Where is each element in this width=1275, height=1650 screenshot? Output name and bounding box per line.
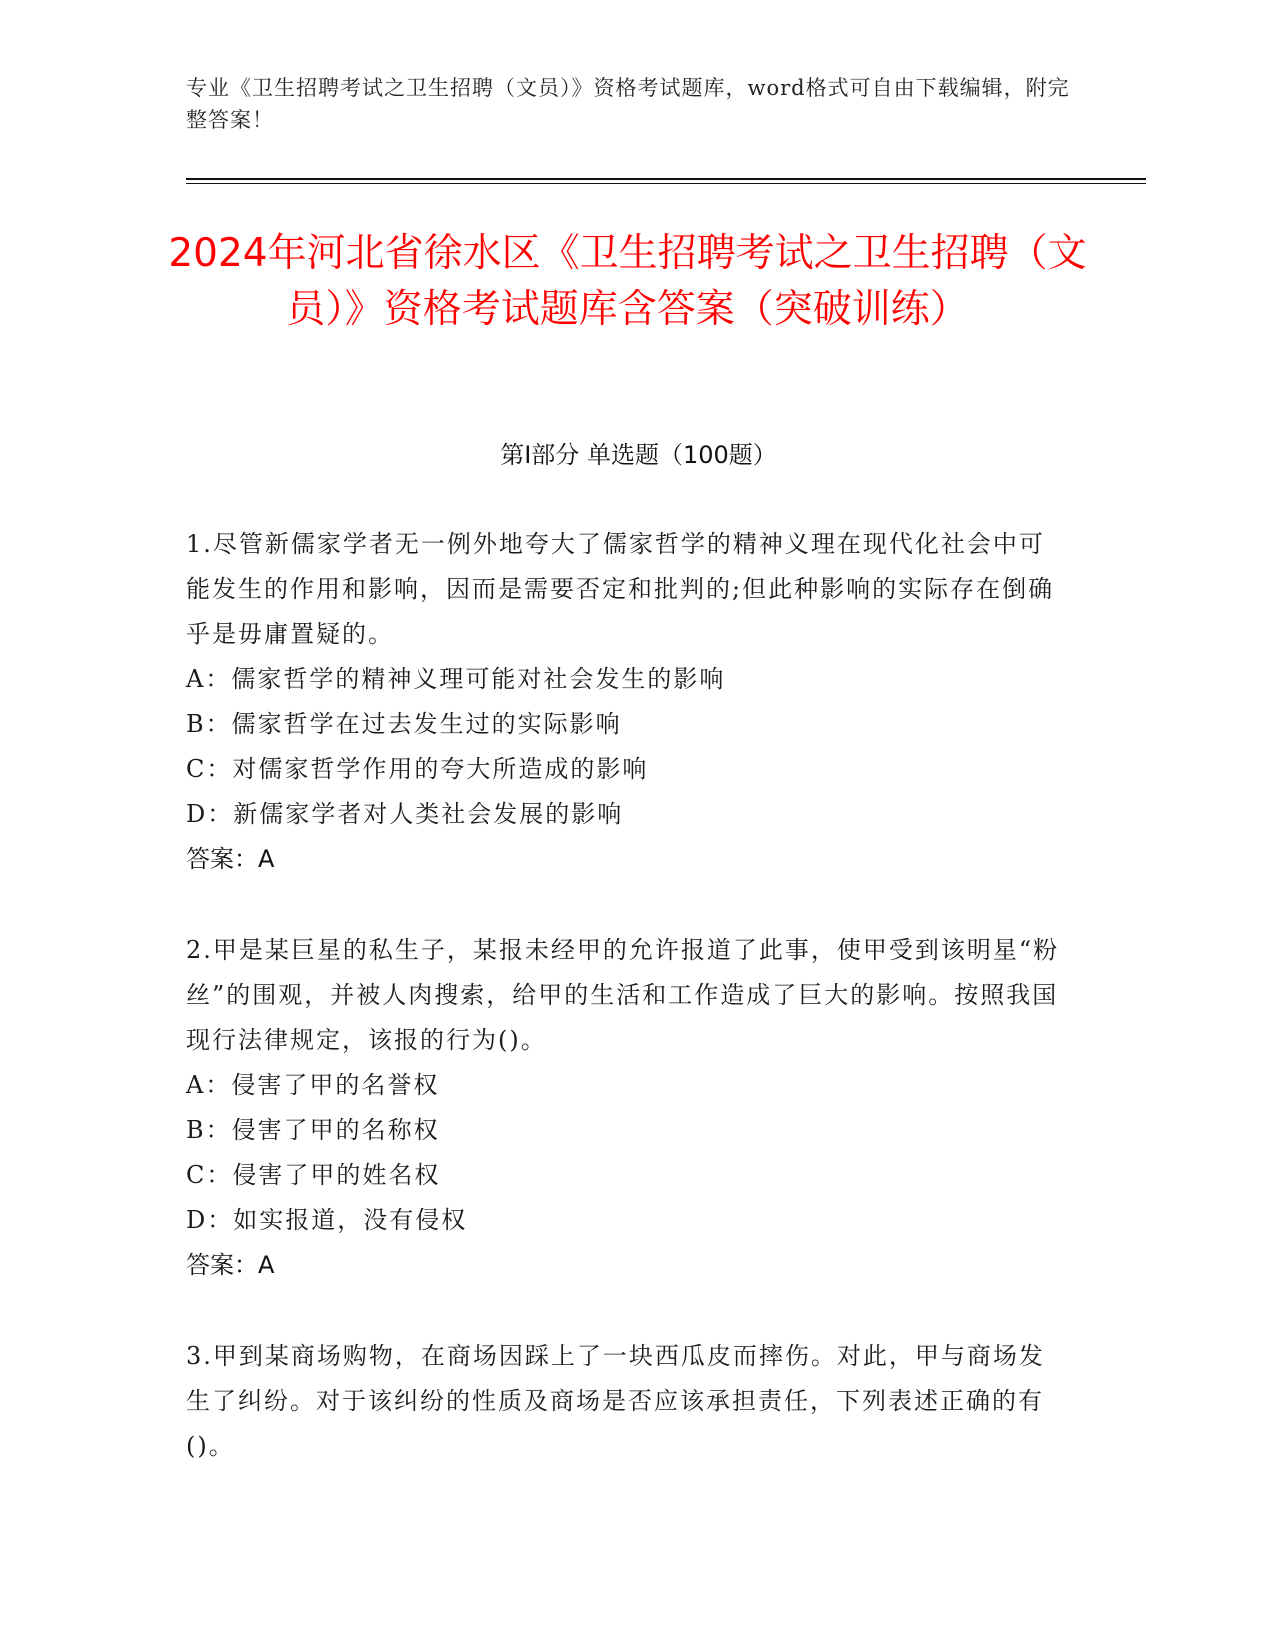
option-b: B：侵害了甲的名称权 [186,1116,440,1144]
section-title: 第Ⅰ部分 单选题（100题） [500,441,777,469]
option-c: C：对儒家哲学作用的夸大所造成的影响 [186,755,649,783]
answer-line: 答案：A [186,845,275,873]
option-d: D：新儒家学者对人类社会发展的影响 [186,800,624,828]
header-note: 专业《卫生招聘考试之卫生招聘（文员）》资格考试题库，word格式可自由下载编辑，附完整答案！ [186,76,1070,132]
question-stem: 3.甲到某商场购物，在商场因踩上了一块西瓜皮而摔伤。对此，甲与商场发生了纠纷。对于该纠纷的性质及商场是否应该承担责任，下列表述正确的有()。 [186,1342,1045,1460]
question-2 [186,928,1066,1288]
header-divider-thin [186,183,1146,184]
question-stem: 2.甲是某巨星的私生子，某报未经甲的允许报道了此事，使甲受到该明星“粉丝”的围观，并被人肉搜索，给甲的生活和工作造成了巨大的影响。按照我国现行法律规定，该报的行为()。 [186,936,1060,1054]
question-3 [186,1334,1066,1469]
option-a: A：儒家哲学的精神义理可能对社会发生的影响 [186,665,726,693]
question-1 [186,522,1066,882]
answer-line: 答案：A [186,1251,275,1279]
question-list [186,522,1066,1515]
header-divider-thick [186,178,1146,180]
question-stem: 1.尽管新儒家学者无一例外地夸大了儒家哲学的精神义理在现代化社会中可能发生的作用和影响，因而是需要否定和批判的;但此种影响的实际存在倒确乎是毋庸置疑的。 [186,530,1055,648]
option-a: A：侵害了甲的名誉权 [186,1071,440,1099]
option-c: C：侵害了甲的姓名权 [186,1161,441,1189]
option-d: D：如实报道，没有侵权 [186,1206,468,1234]
document-title: 2024年河北省徐水区《卫生招聘考试之卫生招聘（文员）》资格考试题库含答案（突破训练） [168,231,1087,332]
option-b: B：儒家哲学在过去发生过的实际影响 [186,710,622,738]
